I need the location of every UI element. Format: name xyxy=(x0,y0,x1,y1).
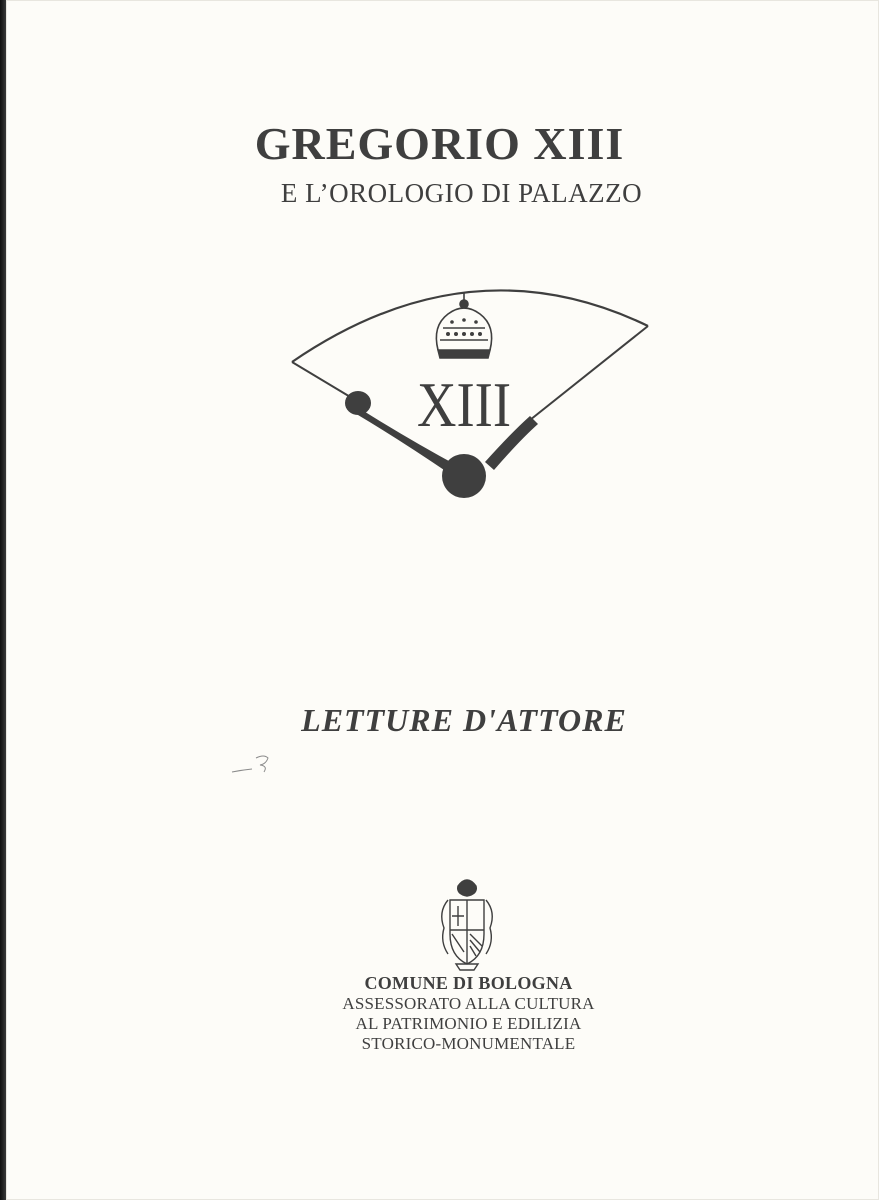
cover-title: GREGORIO XIII xyxy=(254,118,625,169)
clock-face-tiara-icon xyxy=(280,270,660,510)
publisher-line: STORICO-MONUMENTALE xyxy=(361,1034,576,1053)
bologna-coat-of-arms-icon xyxy=(434,872,500,972)
cover-subtitle: E L’OROLOGIO DI PALAZZO xyxy=(280,178,643,208)
series-title: LETTURE D'ATTORE xyxy=(301,702,627,738)
publisher-line: ASSESSORATO ALLA CULTURA xyxy=(342,994,595,1013)
publisher-block xyxy=(0,972,879,1054)
pencil-mark xyxy=(228,748,278,778)
publisher-line: AL PATRIMONIO E EDILIZIA xyxy=(355,1014,582,1033)
publisher-name: COMUNE DI BOLOGNA xyxy=(364,973,573,993)
emblem-numeral: XIII xyxy=(417,369,511,440)
